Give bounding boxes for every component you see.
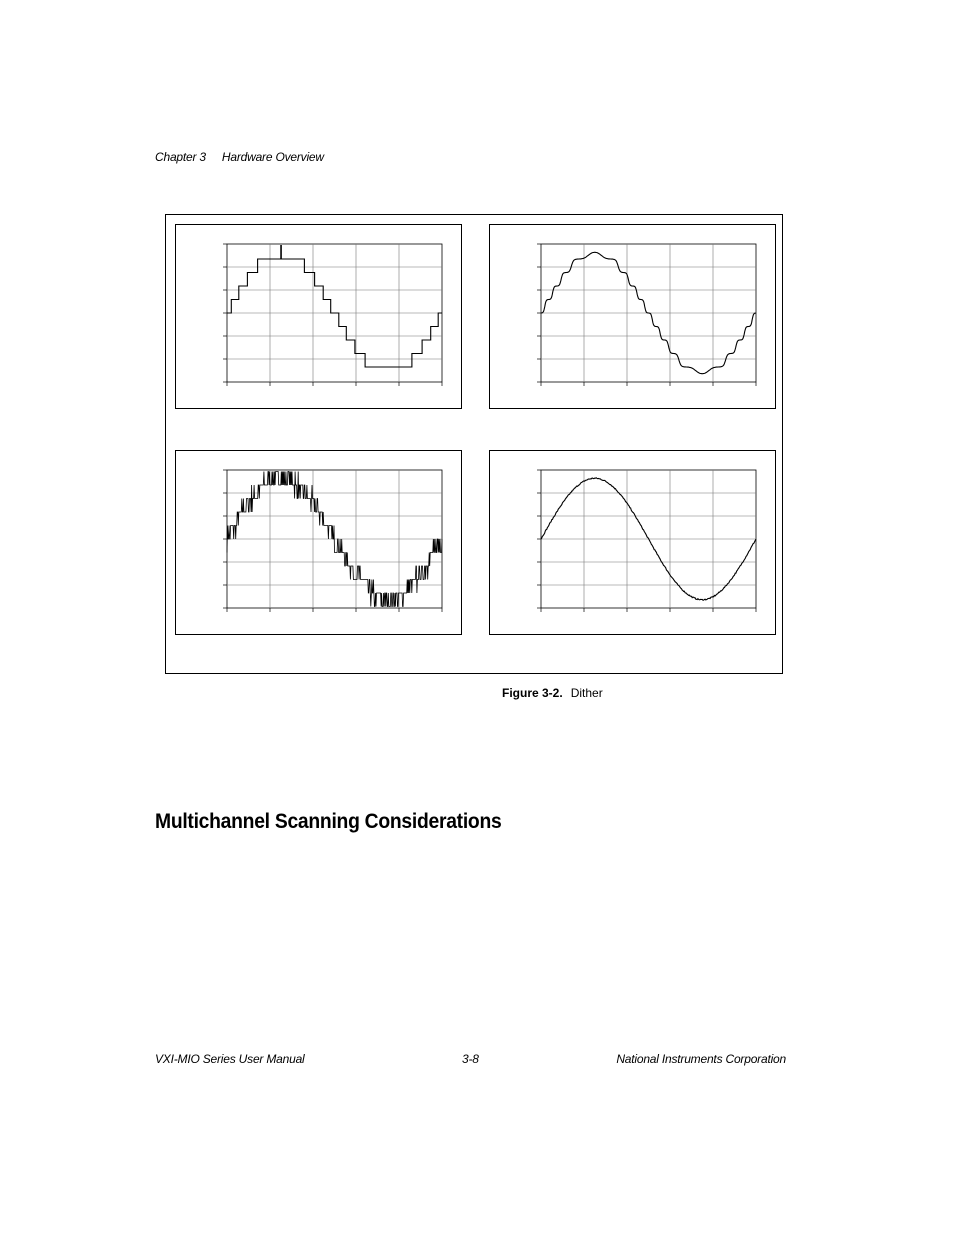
dither-plot [176,225,461,408]
dither-plot [176,451,461,634]
dither-plot [490,451,775,634]
plot-grid [537,470,756,612]
panel-bottom-right [489,450,776,635]
figure-number: Figure 3-2. [502,686,563,700]
plot-grid [537,244,756,386]
panel-top-left [175,224,462,409]
footer-company: National Instruments Corporation [616,1052,786,1066]
chapter-label: Chapter 3 [155,150,206,164]
dither-plot [490,225,775,408]
plot-grid [223,244,442,386]
footer-manual-title: VXI-MIO Series User Manual [155,1052,305,1066]
section-heading: Multichannel Scanning Considerations [155,810,502,833]
panel-bottom-left [175,450,462,635]
figure-caption [502,686,603,700]
figure-title: Dither [570,686,603,700]
panel-top-right [489,224,776,409]
footer-page-number: 3-8 [462,1052,479,1066]
running-head [155,150,324,164]
chapter-title: Hardware Overview [221,150,324,164]
figure-frame [165,214,783,674]
signal-trace [227,246,442,368]
